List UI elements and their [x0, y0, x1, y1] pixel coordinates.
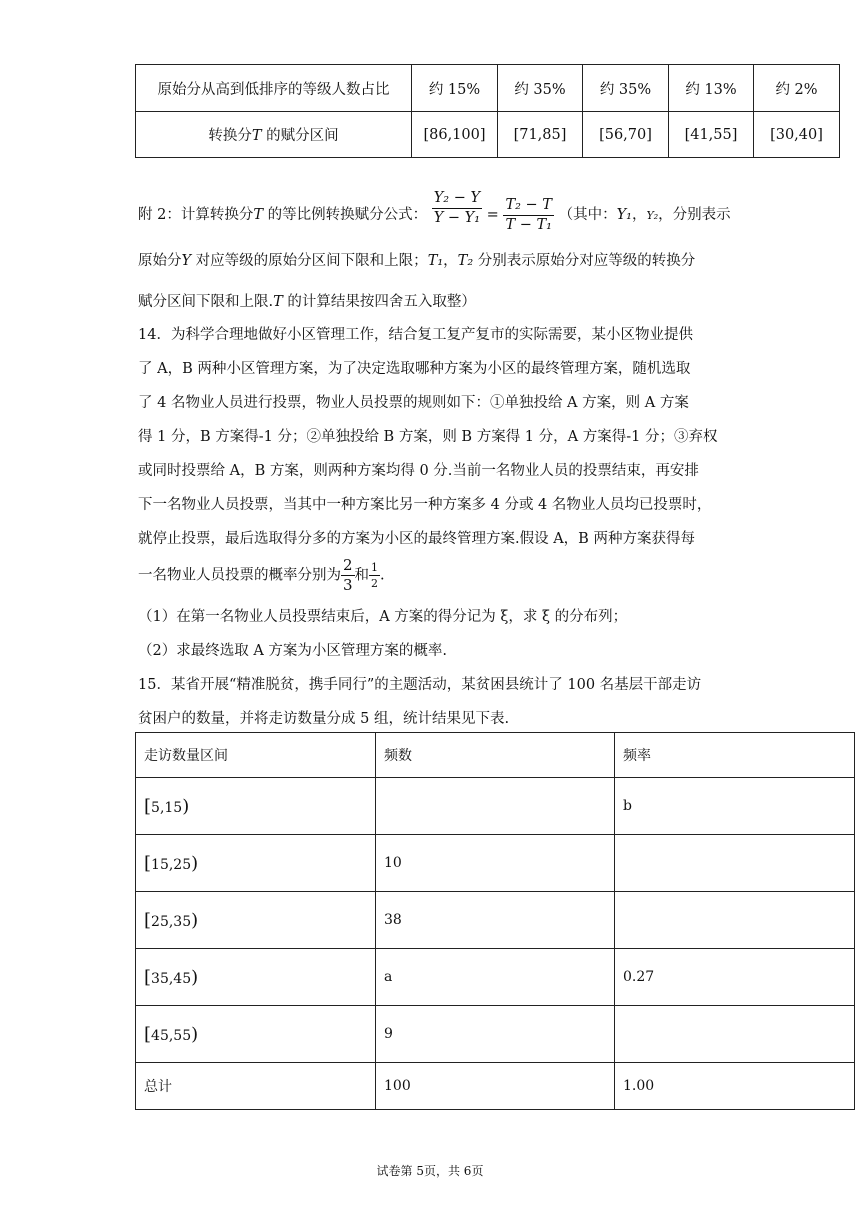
text: ， [631, 207, 647, 223]
fraction-two-thirds [341, 558, 355, 593]
fraction-numerator: 2 [343, 556, 353, 574]
column-header: 走访数量区间 [136, 733, 376, 778]
fraction-denominator: 3 [343, 576, 353, 594]
interval-cell: [25,35) [136, 892, 376, 949]
table-cell: 约 35% [583, 65, 669, 112]
interval-value: 25,35 [151, 913, 192, 930]
table-cell: [41,55] [669, 112, 754, 158]
text: ，分别表示 [658, 207, 731, 223]
text: 和 [354, 567, 370, 584]
fraction-denominator: Y − Y₁ [433, 209, 481, 226]
interval-value: 45,55 [151, 1027, 192, 1044]
q15-line: 贫困户的数量，并将走访数量分成 5 组，统计结果见下表. [138, 711, 510, 727]
rate-cell [615, 892, 855, 949]
frequency-cell: a [376, 949, 615, 1006]
variable-y1: Y₁ [616, 207, 632, 223]
frequency-cell [376, 778, 615, 835]
table-row [136, 778, 855, 835]
equals-sign: = [486, 207, 499, 223]
total-frequency: 100 [376, 1063, 615, 1110]
interval-cell: [5,15) [136, 778, 376, 835]
text: 对应等级的原始分区间下限和上限； [191, 253, 428, 269]
q14-line: 得 1 分，B 方案得-1 分；②单独投给 B 方案，则 B 方案得 1 分，A 方案得-1 分；③弃权 [138, 429, 718, 445]
frequency-cell: 38 [376, 892, 615, 949]
text: 原始分 [138, 253, 182, 269]
text: （其中： [558, 207, 617, 223]
q14-line: 14．为科学合理地做好小区管理工作，结合复工复产复市的实际需要，某小区物业提供 [138, 327, 693, 343]
q14-line: 就停止投票，最后选取得分多的方案为小区的最终管理方案.假设 A，B 两种方案获得每 [138, 531, 695, 547]
text: 一名物业人员投票的概率分别为 [138, 567, 341, 584]
fraction-denominator: T − T₁ [505, 216, 552, 233]
table-cell: 约 15% [412, 65, 498, 112]
table-row [136, 112, 840, 158]
frequency-cell: 10 [376, 835, 615, 892]
rate-cell [615, 1006, 855, 1063]
visit-frequency-table [135, 732, 855, 1110]
q14-subquestion-2: （2）求最终选取 A 方案为小区管理方案的概率. [138, 643, 448, 659]
text: 的等比例转换赋分公式： [263, 207, 428, 223]
interval-cell: [45,55) [136, 1006, 376, 1063]
page-footer: 试卷第 5页，共 6页 [376, 1164, 484, 1178]
rate-cell [615, 835, 855, 892]
q14-probability-line [138, 558, 385, 593]
variable-y2: Y₂ [646, 209, 659, 222]
grade-conversion-table [135, 64, 840, 158]
fraction-denominator: 2 [371, 577, 379, 590]
q15-line: 15．某省开展“精准脱贫，携手同行”的主题活动，某贫困县统计了 100 名基层干部走访 [138, 677, 702, 693]
variable-t2: T₂ [457, 253, 474, 269]
table-cell: 约 2% [754, 65, 840, 112]
table-row [136, 835, 855, 892]
q14-line: 了 A，B 两种小区管理方案，为了决定选取哪种方案为小区的最终管理方案，随机选取 [138, 361, 691, 377]
row-label [136, 112, 412, 158]
label-text: 转换分 [208, 128, 252, 144]
table-row [136, 892, 855, 949]
appendix-line-1 [138, 190, 731, 233]
interval-cell: [35,45) [136, 949, 376, 1006]
table-cell: [86,100] [412, 112, 498, 158]
q14-subquestion-1: （1）在第一名物业人员投票结束后，A 方案的得分记为 ξ，求 ξ 的分布列； [138, 609, 628, 625]
table-cell: 约 13% [669, 65, 754, 112]
table-cell: [71,85] [498, 112, 583, 158]
total-rate: 1.00 [615, 1063, 855, 1110]
row-label: 原始分从高到低排序的等级人数占比 [136, 65, 412, 112]
interval-value: 35,45 [151, 970, 192, 987]
variable-t: T [273, 294, 283, 310]
text: 赋分区间下限和上限. [138, 294, 274, 310]
interval-value: 5,15 [151, 799, 183, 816]
interval-cell: [15,25) [136, 835, 376, 892]
appendix-line-2 [138, 249, 695, 270]
table-total-row [136, 1063, 855, 1110]
q14-line: 了 4 名物业人员进行投票，物业人员投票的规则如下：①单独投给 A 方案，则 A 方案 [138, 395, 689, 411]
column-header: 频数 [376, 733, 615, 778]
rate-cell: b [615, 778, 855, 835]
table-header-row [136, 733, 855, 778]
fraction-numerator: T₂ − T [503, 198, 554, 216]
fraction-numerator: 1 [371, 561, 379, 574]
text: . [380, 567, 385, 584]
text: 的计算结果按四舍五入取整） [282, 294, 476, 310]
q14-line: 下一名物业人员投票，当其中一种方案比另一种方案多 4 分或 4 名物业人员均已投票时， [138, 497, 712, 513]
table-cell: [30,40] [754, 112, 840, 158]
table-row [136, 1006, 855, 1063]
variable-y: Y [181, 253, 192, 269]
q14-line: 或同时投票给 A，B 方案，则两种方案均得 0 分.当前一名物业人员的投票结束，再安排 [138, 463, 699, 479]
total-label: 总计 [136, 1063, 376, 1110]
variable-t: T [253, 207, 264, 223]
column-header: 频率 [615, 733, 855, 778]
text: ， [443, 253, 458, 269]
table-cell: [56,70] [583, 112, 669, 158]
variable-t1: T₁ [427, 253, 444, 269]
table-cell: 约 35% [498, 65, 583, 112]
variable-t: T [251, 128, 262, 144]
table-row [136, 949, 855, 1006]
fraction-t [503, 198, 554, 232]
text: 附 2：计算转换分 [138, 207, 254, 223]
text: 分别表示原始分对应等级的转换分 [473, 253, 696, 269]
appendix-line-3 [138, 290, 476, 311]
fraction-one-half [369, 562, 380, 589]
frequency-cell: 9 [376, 1006, 615, 1063]
label-text: 的赋分区间 [261, 128, 339, 144]
fraction-y [432, 191, 482, 225]
rate-cell: 0.27 [615, 949, 855, 1006]
interval-value: 15,25 [151, 856, 192, 873]
table-row [136, 65, 840, 112]
fraction-numerator: Y₂ − Y [432, 191, 482, 209]
